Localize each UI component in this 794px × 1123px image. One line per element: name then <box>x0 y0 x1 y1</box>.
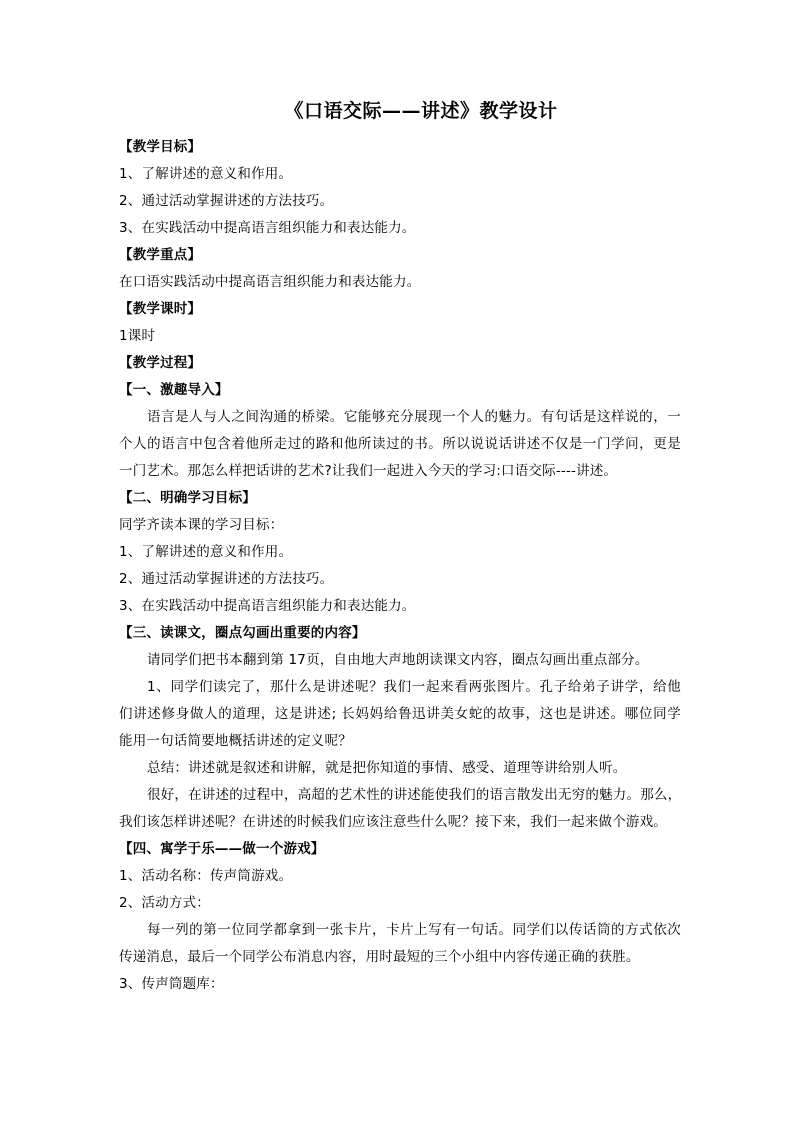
hours-text: 1课时 <box>119 328 156 344</box>
hours-heading: 【教学课时】 <box>119 301 202 317</box>
part3-heading: 【三、读课文，圈点勾画出重要的内容】 <box>119 625 366 641</box>
goal-item: 1、了解讲述的意义和作用。 <box>119 166 293 182</box>
part2-goal-item: 3、在实践活动中提高语言组织能力和表达能力。 <box>119 598 416 614</box>
part4-paragraph-line: 传递消息，最后一个同学公布消息内容，用时最短的三个小组中内容传递正确的获胜。 <box>119 949 640 965</box>
part3-paragraph-line: 我们该怎样讲述呢？在讲述的时候我们应该注意些什么呢？接下来，我们一起来做个游戏。 <box>119 814 667 830</box>
part4-heading: 【四、寓学于乐——做一个游戏】 <box>119 841 325 857</box>
part1-paragraph-line: 个人的语言中包含着他所走过的路和他所读过的书。所以说说话讲述不仅是一门学问，更是 <box>119 436 681 452</box>
part1-heading: 【一、激趣导入】 <box>119 382 229 398</box>
part3-paragraph: 请同学们把书本翻到第 17页，自由地大声地朗读课文内容，圈点勾画出重点部分。 <box>147 652 649 668</box>
part2-goal-item: 1、了解讲述的意义和作用。 <box>119 544 293 560</box>
focus-heading: 【教学重点】 <box>119 247 202 263</box>
part4-item: 3、传声筒题库： <box>119 976 224 992</box>
part4-paragraph-line: 每一列的第一位同学都拿到一张卡片，卡片上写有一句话。同学们以传话筒的方式依次 <box>147 922 681 938</box>
part3-paragraph-line: 能用一句话简要地概括讲述的定义呢？ <box>119 733 352 749</box>
goals-heading: 【教学目标】 <box>119 139 202 155</box>
process-heading: 【教学过程】 <box>119 355 202 371</box>
focus-text: 在口语实践活动中提高语言组织能力和表达能力。 <box>119 274 421 290</box>
part1-paragraph-line: 语言是人与人之间沟通的桥梁。它能够充分展现一个人的魅力。有句话是这样说的，一 <box>147 409 681 425</box>
part3-paragraph-line: 很好，在讲述的过程中，高超的艺术性的讲述能使我们的语言散发出无穷的魅力。那么， <box>147 787 682 803</box>
part4-item: 2、活动方式： <box>119 895 210 911</box>
part3-paragraph-line: 们讲述修身做人的道理，这是讲述; 长妈妈给鲁迅讲美女蛇的故事，这也是讲述。哪位同学 <box>119 706 681 722</box>
part3-paragraph-line: 1、同学们读完了，那什么是讲述呢？我们一起来看两张图片。孔子给弟子讲学，给他 <box>147 679 681 695</box>
document-title: 《口语交际——讲述》教学设计 <box>284 100 558 122</box>
part2-goal-item: 2、通过活动掌握讲述的方法技巧。 <box>119 571 334 587</box>
part2-heading: 【二、明确学习目标】 <box>119 490 256 506</box>
part4-item: 1、活动名称：传声筒游戏。 <box>119 868 293 884</box>
part2-intro: 同学齐读本课的学习目标： <box>119 517 284 533</box>
part3-summary: 总结：讲述就是叙述和讲解，就是把你知道的事情、感受、道理等讲给别人听。 <box>147 760 627 776</box>
part1-paragraph-line: 一门艺术。那怎么样把话讲的艺术?让我们一起进入今天的学习:口语交际----讲述。 <box>119 463 618 479</box>
goal-item: 2、通过活动掌握讲述的方法技巧。 <box>119 193 334 209</box>
goal-item: 3、在实践活动中提高语言组织能力和表达能力。 <box>119 220 416 236</box>
